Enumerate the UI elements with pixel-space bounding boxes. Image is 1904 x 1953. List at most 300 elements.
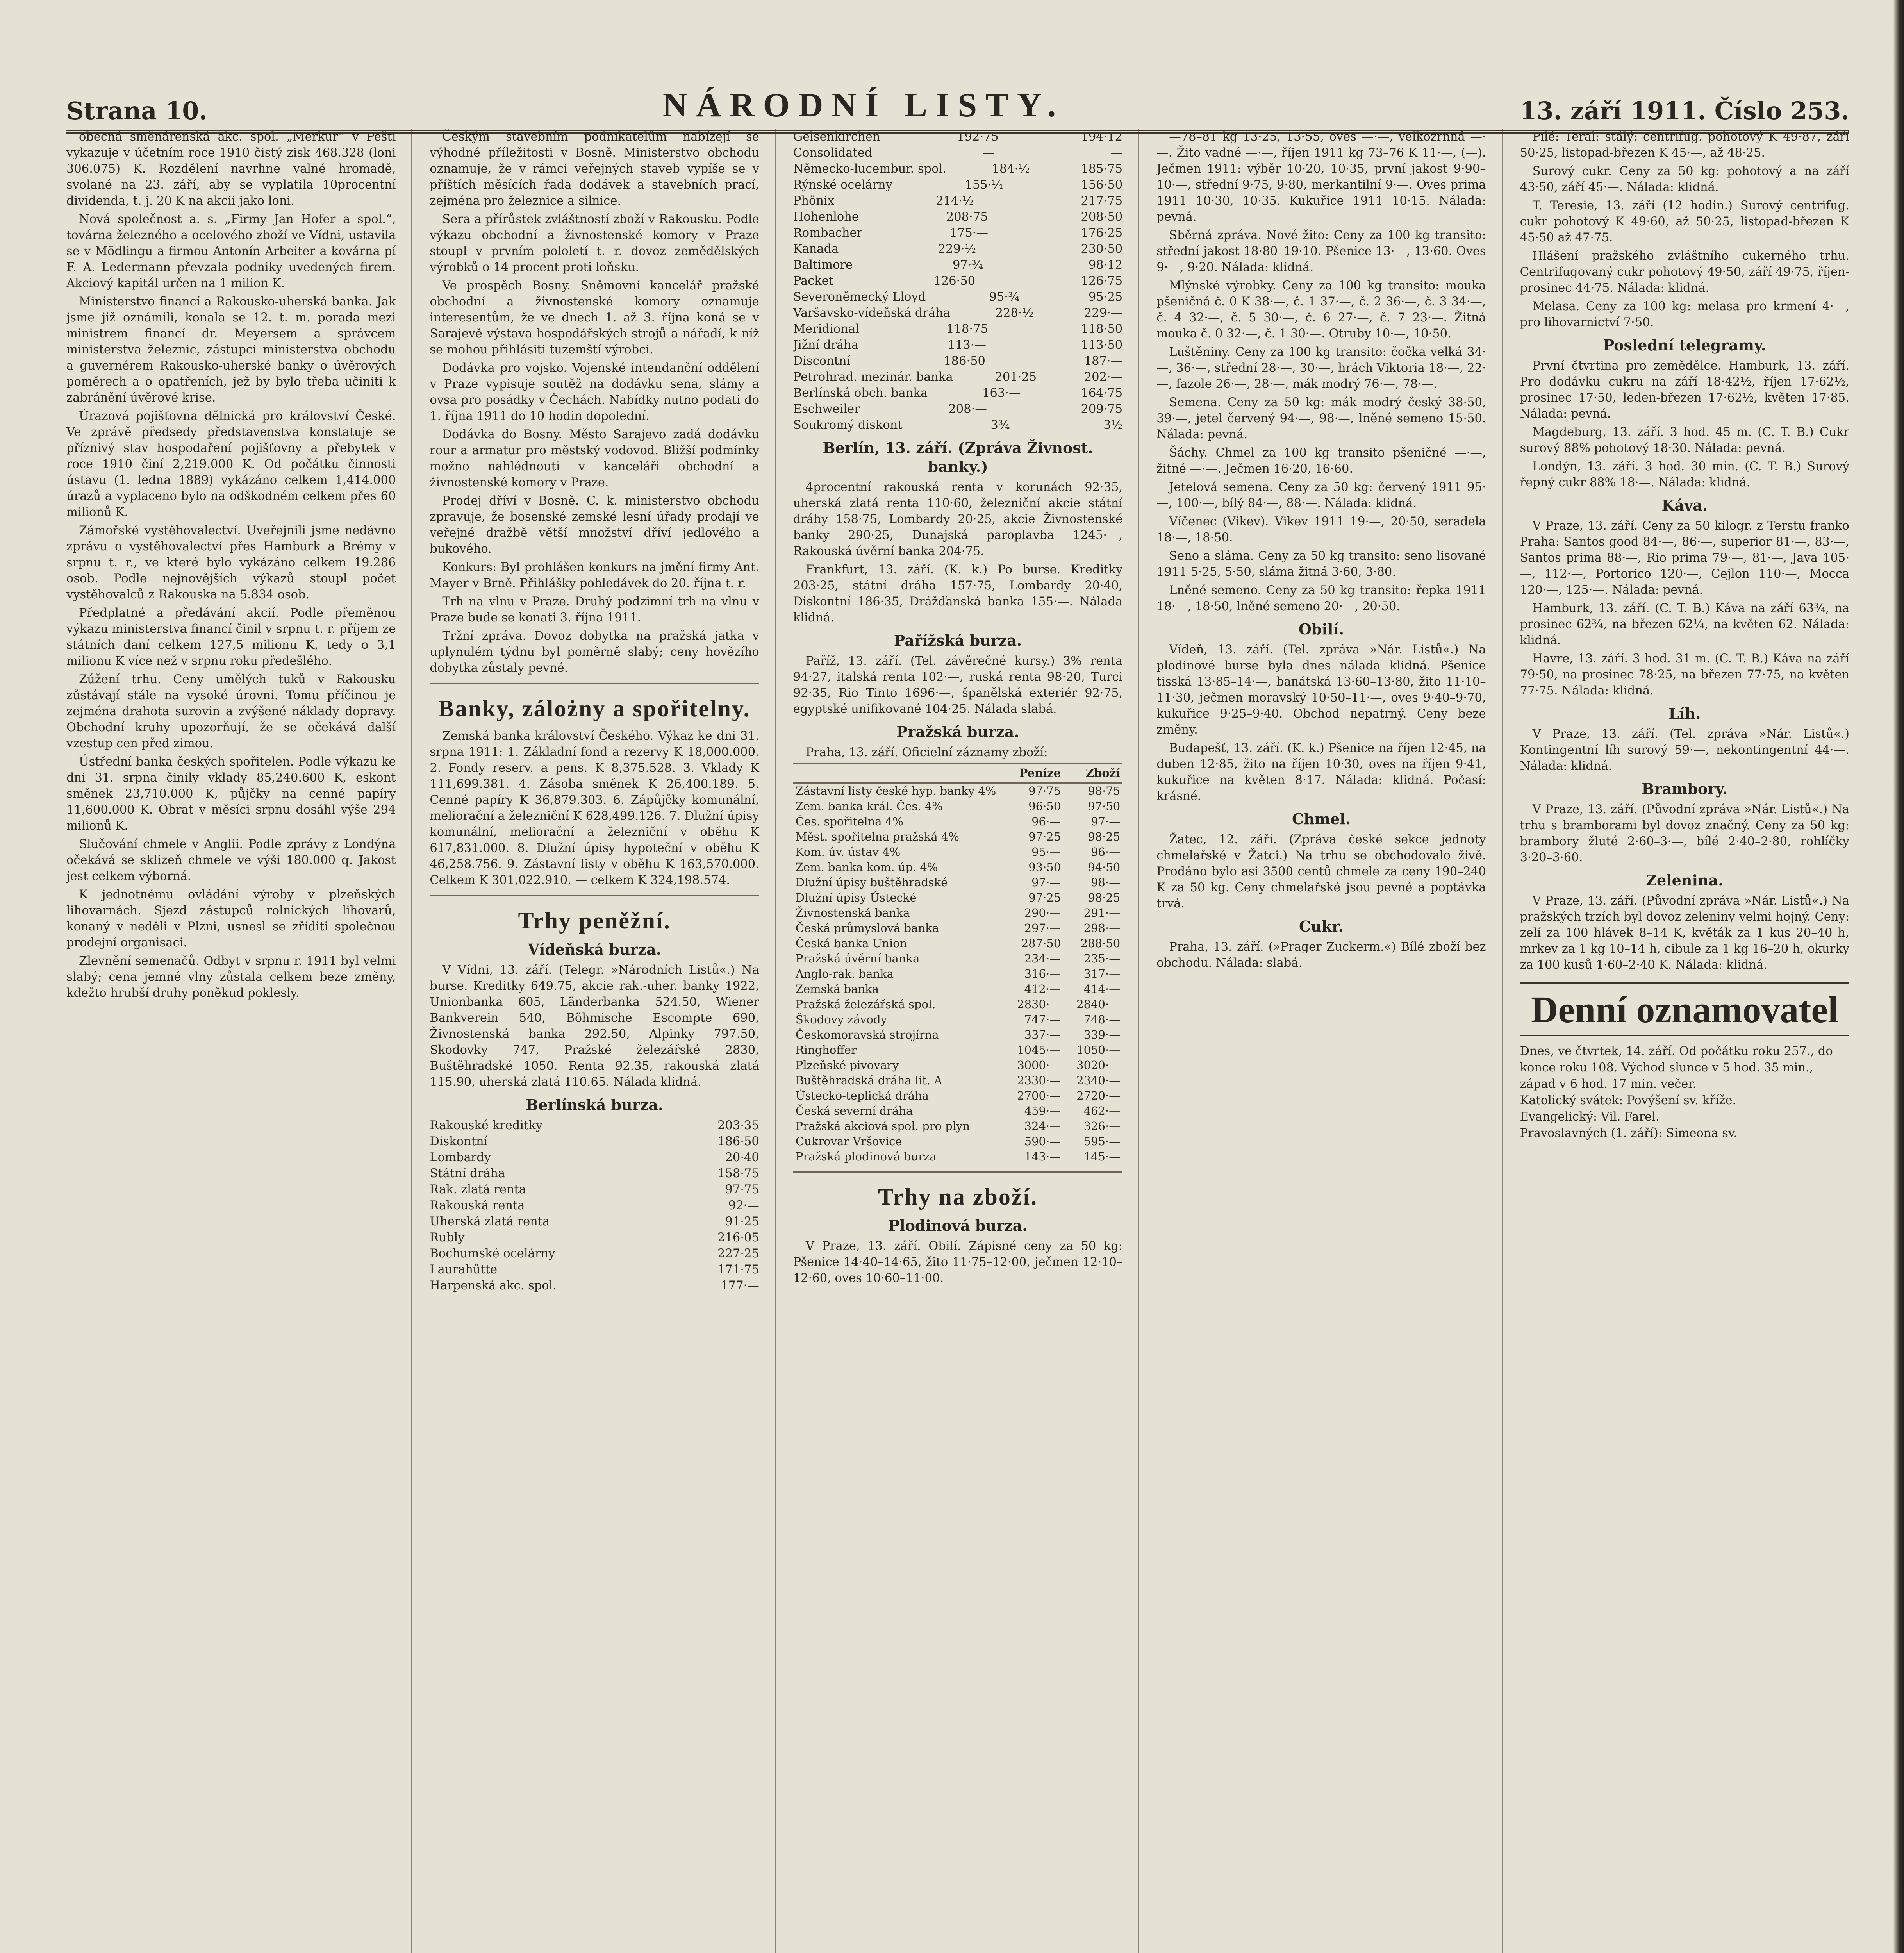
quote-value: 92·— <box>728 1199 759 1212</box>
quote-row <box>793 305 1122 321</box>
quote-value: 3¾ <box>990 418 1010 432</box>
column-2 <box>430 129 776 1953</box>
table-row <box>793 905 1122 921</box>
quote-row <box>430 1198 759 1214</box>
quote-row <box>430 1230 759 1246</box>
price-cell: 98·25 <box>1088 891 1121 904</box>
quote-name: Německo-lucembur. spol. <box>793 162 946 176</box>
quote-value: 171·75 <box>717 1263 759 1276</box>
paris-report: Paříž, 13. září. (Tel. závěrečné kursy.) 3% renta 94·27, italská renta 102·—, ruská renta 98·20, Turci 92·35, Rio Tinto 1696·—, španělská exteriér 92·75, egyptské unifikované 104·25. Nálada slabá. <box>793 654 1123 716</box>
article-paragraph: Jetelová semena. Ceny za 50 kg: červený 1911 95·—, 100·—, bílý 84·—, 88·—. Nálada: klidná. <box>1156 480 1486 510</box>
article-paragraph: Ve prospěch Bosny. Sněmovní kancelář pražské obchodní a živnostenské komory oznamuje interesentům, že ve dnech 1. až 3. října koná se v Sarajevě výstava hospodářských strojů a nářadí, k níž se mohou přihlásiti tuzemští výrobci. <box>430 279 759 357</box>
grain-exchange-report: V Praze, 13. září. Obilí. Zápisné ceny za 50 kg: Pšenice 14·40–14·65, žito 11·75–12·00, ječmen 12·10–12·60, oves 10·60–11·00. <box>793 1239 1123 1285</box>
security-name: Pražská plodinová burza <box>795 1150 937 1163</box>
quote-row <box>793 273 1122 289</box>
security-name: Živnostenská banka <box>795 906 910 919</box>
quote-value: 113·50 <box>1081 338 1123 352</box>
grain-report: Vídeň, 13. září. (Tel. zpráva »Nár. Listů«.) Na plodinové burse byla dnes nálada klidná. Pšenice tisská 13·85–14·—, banátská 13·60–13·80, žito 11·10–11·30, ječmen moravský 10·50–11·—, oves 9·40–9·70, kukuřice 9·25–9·40. Obchod nepatrný. Ceny beze změny. <box>1156 643 1486 737</box>
quote-value: 184·½ <box>992 162 1030 176</box>
price-cell: 2330·— <box>1017 1074 1061 1087</box>
security-name: Měst. spořitelna pražská 4% <box>795 830 959 843</box>
quote-name: Soukromý diskont <box>793 418 903 432</box>
table-row <box>793 875 1122 890</box>
security-name: Ringhoffer <box>795 1043 857 1057</box>
article-paragraph: Zámořské vystěhovalectví. Uveřejnili jsme nedávno zprávu o vystěhovalectví přes Hamburk a Brémy v srpnu t. r., ve které bylo vykázáno celkem 19.286 osob. Podle nejnovějších výkazů stoupl počet vystěhovalců z Rakouska na 5.834 osob. <box>66 524 396 602</box>
article-paragraph: Konkurs: Byl prohlášen konkurs na jmění firmy Ant. Mayer v Brně. Přihlášky pohledávek do 20. října t. r. <box>430 561 759 590</box>
quote-value: 158·75 <box>717 1167 759 1180</box>
quote-row <box>793 193 1122 209</box>
quote-value: 118·75 <box>946 322 988 336</box>
article-paragraph: Sběrná zpráva. Nové žito: Ceny za 100 kg transito: střední jakost 18·80–19·10. Pšenice 13·—, 13·60. Oves 9·—, 9·20. Nálada: klidná. <box>1156 229 1486 274</box>
article-paragraph: Ústřední banka českých spořitelen. Podle výkazu ke dni 31. srpna činily vklady 85,240.600 K, eskont směnek 23,710.000 K, půjčky na cenné papíry 11,600.000 K. Obrat v měsíci srpnu dosáhl výše 294 milionů K. <box>66 755 396 833</box>
table-row <box>793 997 1122 1012</box>
columns <box>66 129 1849 1953</box>
quote-row <box>430 1182 759 1198</box>
quote-row <box>430 1278 759 1294</box>
quote-row <box>430 1150 759 1166</box>
price-cell: 143·— <box>1024 1150 1061 1163</box>
column-4-articles <box>1156 129 1486 614</box>
date-issue: 13. září 1911. Číslo 253. <box>1520 96 1849 125</box>
notice-line: Dnes, ve čtvrtek, 14. září. Od počátku roku 257., do konce roku 108. Východ slunce v 5 hod. 35 min., západ v 6 hod. 17 min. večer. <box>1520 1044 1833 1091</box>
table-row <box>793 982 1122 997</box>
quote-row <box>793 161 1122 177</box>
quote-value: 202·— <box>1084 370 1123 384</box>
table-header-row <box>793 764 1122 783</box>
quote-value: 126·50 <box>933 274 976 288</box>
price-cell: 290·— <box>1024 906 1061 919</box>
quote-row <box>430 1166 759 1182</box>
havre-coffee-report: Havre, 13. září. 3 hod. 31 m. (C. T. B.) Káva na září 79·50, na prosinec 78·25, na březen 77·75, na květen 77·75. Nálada: klidná. <box>1520 652 1850 698</box>
table-row <box>793 966 1122 982</box>
spirits-report: V Praze, 13. září. (Tel. zpráva »Nár. Listů«.) Kontingentní líh surový 59·—, nekontingentní 44·—. Nálada: klidná. <box>1520 727 1850 773</box>
price-cell: 316·— <box>1024 967 1061 980</box>
vegetables-title: Zelenina. <box>1646 871 1724 889</box>
money-markets-title: Trhy peněžní. <box>518 908 671 934</box>
article-paragraph: Dodávka do Bosny. Město Sarajevo zadá dodávku rour a armatur pro městský vodovod. Bližší podmínky možno nahlédnouti v kanceláři obchodní a živnostenské komory v Praze. <box>430 428 759 489</box>
quote-name: Diskontní <box>430 1135 488 1148</box>
table-row <box>793 1119 1122 1134</box>
price-cell: 326·— <box>1083 1119 1121 1133</box>
security-name: Pražská akciová spol. pro plyn <box>795 1119 970 1133</box>
quote-row <box>430 1118 759 1134</box>
quote-value: 126·75 <box>1081 274 1123 288</box>
quote-value: 208·75 <box>946 210 988 224</box>
column-header: Peníze <box>1004 764 1063 783</box>
table-row <box>793 844 1122 860</box>
quote-value: 208·50 <box>1081 210 1123 224</box>
quote-value: 229·— <box>1084 306 1123 320</box>
quote-row <box>793 353 1122 369</box>
budapest-report: Budapešť, 13. září. (K. k.) Pšenice na říjen 12·45, na duben 12·85, žito na říjen 10·30, oves na říjen 9·41, kukuřice na květen 8·17. Nálada: klidná. Počasí: krásné. <box>1156 741 1486 803</box>
security-name: Česká severní dráha <box>795 1104 913 1118</box>
quote-name: Bochumské ocelárny <box>430 1247 555 1260</box>
price-cell: 590·— <box>1024 1135 1061 1148</box>
quote-value: 186·50 <box>717 1135 759 1148</box>
article-paragraph: Semena. Ceny za 50 kg: mák modrý český 38·50, 39·—, jetel červený 94·—, 98·—, lněné semeno 15·50. Nálada: pevná. <box>1156 396 1486 441</box>
price-cell: 3020·— <box>1076 1059 1121 1072</box>
quote-value: 97·¾ <box>952 258 983 272</box>
security-name: Česká banka Union <box>795 937 907 950</box>
quote-row <box>793 177 1122 193</box>
hamburg-coffee-report: Hamburk, 13. září. (C. T. B.) Káva na září 63¾, na prosinec 62¾, na březen 62¼, na květen 62. Nálada: klidná. <box>1520 602 1850 647</box>
quote-value: 113·— <box>948 338 986 352</box>
article-paragraph: Zlevnění semenačů. Odbyt v srpnu r. 1911 byl velmi slabý; cena jemné vlny zůstala celkem beze změny, kdežto hrubší druhy poněkud poklesly. <box>66 954 396 1000</box>
daily-notices-title: Denní oznamovatel <box>1520 982 1849 1036</box>
price-cell: 98·25 <box>1088 830 1121 843</box>
price-cell: 748·— <box>1083 1013 1121 1026</box>
article-paragraph: Sera a přírůstek zvláštností zboží v Rakousku. Podle výkazu obchodní a živnostenské komory v Praze stoupl v prvním pololetí t. r. dovoz zemědělských výrobků o 14 procent proti loňsku. <box>430 212 759 274</box>
quote-name: Baltimore <box>793 258 853 272</box>
quote-value: 95·25 <box>1088 290 1123 304</box>
security-name: Cukrovar Vršovice <box>795 1135 902 1148</box>
article-paragraph: Prodej dříví v Bosně. C. k. ministerstvo obchodu zpravuje, že bosenské zemské lesní úřady prodají ve veřejné dražbě větší množství dříví jedlového a bukového. <box>430 494 759 556</box>
potatoes-report: V Praze, 13. září. (Původní zpráva »Nár. Listů«.) Na trhu s bramborami byl dovoz značný. Ceny za 50 kg: brambory žluté 2·60–3·—, bílé 2·40–2·80, rohlíčky 3·20–3·60. <box>1520 803 1850 864</box>
quote-name: Meridional <box>793 322 859 336</box>
quote-name: Consolidated <box>793 146 873 160</box>
vienna-exchange-report: V Vídni, 13. září. (Telegr. »Národních Listů«.) Na burse. Kreditky 649.75, akcie rak.-uher. banky 1922, Unionbanka 605, Länderbanka 524.50, Wiener Bankverein 540, Böhmische Escompte 690, Živnostenská banka 292.50, Alpinky 797.50, Skodovky 747, Pražské železářské 2830, Buštěhradské 1050. Renta 92.35, rakouská zlatá 115.90, uherská zlatá 110.65. Nálada klidná. <box>430 963 759 1089</box>
quote-value: 208·— <box>948 402 987 416</box>
article-paragraph: Víčenec (Vikev). Vikev 1911 19·—, 20·50, seradela 18·—, 18·50. <box>1156 515 1486 544</box>
quote-row <box>430 1214 759 1230</box>
notice-line: Katolický svátek: Povýšení sv. kříže. <box>1520 1094 1736 1107</box>
table-row <box>793 1012 1122 1027</box>
quote-value: 20·40 <box>725 1151 759 1164</box>
column-1 <box>66 129 412 1953</box>
vienna-exchange-title: Vídeňská burza. <box>528 941 661 958</box>
price-cell: 1045·— <box>1017 1043 1061 1057</box>
article-paragraph: Úrazová pojišťovna dělnická pro království České. Ve zprávě předsedy představenstva konstatuje se příznivý stav hospodaření pojišťovny a přebytek v roce 1910 činí 2,219.000 K. Od počátku činnosti ústavu (1. ledna 1889) vykázáno celkem 1,414.000 úrazů a vyplaceno bylo na odškodném celkem přes 60 milionů K. <box>66 409 396 519</box>
price-cell: 287·50 <box>1021 937 1061 950</box>
grain-title: Obilí. <box>1298 620 1344 638</box>
quote-value: 192·75 <box>957 130 999 144</box>
quote-value: 164·75 <box>1081 386 1123 400</box>
article-paragraph: Melasa. Ceny za 100 kg: melasa pro krmení 4·—, pro lihovarnictví 7·50. <box>1520 300 1850 329</box>
column-5-articles <box>1520 129 1849 330</box>
berlin-exchange-title: Berlínská burza. <box>526 1096 664 1114</box>
quote-name: Phönix <box>793 194 834 208</box>
notice-line: Evangelický: Vil. Farel. <box>1520 1110 1660 1124</box>
masthead: NÁRODNÍ LISTY. <box>662 86 1065 124</box>
prague-report-head: Praha, 13. září. Oficielní záznamy zboží: <box>805 746 1048 759</box>
quote-value: 214·½ <box>935 194 974 208</box>
quote-value: 187·— <box>1084 354 1123 368</box>
article-paragraph: Seno a sláma. Ceny za 50 kg transito: seno lisované 1911 5·25, 5·50, sláma žitná 3·60, 3·80. <box>1156 549 1486 579</box>
price-cell: 2340·— <box>1076 1074 1121 1087</box>
quote-name: Laurahütte <box>430 1263 498 1276</box>
quote-value: — <box>983 146 995 160</box>
quote-value: 3½ <box>1103 418 1123 432</box>
sugar-report: Praha, 13. září. (»Prager Zuckerm.«) Bílé zboží bez obchodu. Nálada: slabá. <box>1156 940 1486 970</box>
article-paragraph: Luštěniny. Ceny za 100 kg transito: čočka velká 34·—, 36·—, střední 28·—, 30·—, hrách Viktoria 18·—, 22·—, fazole 26·—, 28·—, mák modrý 76·—, 78·—. <box>1156 345 1486 391</box>
security-name: Buštěhradská dráha lit. A <box>795 1074 942 1087</box>
table-row <box>793 890 1122 905</box>
table-row <box>793 1027 1122 1043</box>
quote-value: 155·¼ <box>965 178 1003 192</box>
column-3 <box>793 129 1139 1953</box>
article-paragraph: Slučování chmele v Anglii. Podle zprávy z Londýna očekává se sklizeň chmele ve výši 180.000 q. Jakost jest celkem výborná. <box>66 837 396 883</box>
article-paragraph: Pilé: Teral: stálý: centrifug. pohotový K 49·87, září 50·25, listopad-březen K 45·—, až 48·25. <box>1520 130 1850 160</box>
security-name: Zástavní listy české hyp. banky 4% <box>795 784 996 798</box>
quote-row <box>793 337 1122 353</box>
stock-quotes-list <box>793 129 1122 433</box>
page-number: Strana 10. <box>66 96 207 125</box>
quote-value: 176·25 <box>1081 226 1123 240</box>
quote-value: 163·— <box>982 386 1021 400</box>
column-4 <box>1156 129 1503 1953</box>
price-cell: 145·— <box>1083 1150 1121 1163</box>
price-cell: 96·50 <box>1028 800 1061 813</box>
column-header <box>793 764 1004 783</box>
quote-value: 118·50 <box>1081 322 1123 336</box>
quote-row <box>793 417 1122 433</box>
quote-name: Harpenská akc. spol. <box>430 1279 557 1292</box>
article-paragraph: Trh na vlnu v Praze. Druhý podzimní trh na vlnu v Praze bude se konati 3. října 1911. <box>430 595 759 625</box>
price-cell: 235·— <box>1083 952 1121 965</box>
divider <box>430 683 759 684</box>
table-row <box>793 799 1122 814</box>
berlin-report: 4procentní rakouská renta v korunách 92·35, uherská zlatá renta 110·60, železniční akcie státní dráhy 158·75, Lombardy 20·25, akcie Živnostenské banky 290·25, Dunajská paroplavba 1245·—, Rakouská úvěrní banka 204·75. <box>793 480 1123 558</box>
quote-value: 185·75 <box>1081 162 1123 176</box>
price-cell: 288·50 <box>1080 937 1121 950</box>
quote-row <box>793 225 1122 241</box>
column-2-articles <box>430 129 759 676</box>
price-cell: 337·— <box>1024 1028 1061 1041</box>
price-cell: 339·— <box>1083 1028 1121 1041</box>
grain-exchange-title: Plodinová burza. <box>888 1217 1028 1234</box>
security-name: Plzeňské pivovary <box>795 1059 899 1072</box>
quote-name: Rak. zlatá renta <box>430 1183 526 1196</box>
price-cell: 94·50 <box>1088 860 1121 874</box>
quote-name: Rombacher <box>793 226 863 240</box>
table-row <box>793 814 1122 829</box>
article-paragraph: Českým stavebním podnikatelům nabízejí se výhodné příležitosti v Bosně. Ministerstvo obchodu oznamuje, že v rámci veřejných staveb vypíše se v příštích měsících řada dodávek a stavebních prací, zejména pro železnice a silnice. <box>430 130 759 208</box>
security-name: Zem. banka kom. úp. 4% <box>795 860 938 874</box>
price-cell: 96·— <box>1091 845 1121 859</box>
table-row <box>793 921 1122 936</box>
hops-title: Chmel. <box>1292 810 1351 828</box>
magdeburg-report: Magdeburg, 13. září. 3 hod. 45 m. (C. T. B.) Cukr surový 88% pohotový 18·30. Nálada: pevná. <box>1520 425 1850 455</box>
quote-row <box>793 241 1122 257</box>
telegrams-title: Poslední telegramy. <box>1603 336 1767 354</box>
quote-value: 95·¾ <box>989 290 1020 304</box>
security-name: Dlužní úpisy Ústecké <box>795 891 917 904</box>
price-cell: 97·75 <box>1028 784 1061 798</box>
quote-row <box>793 369 1122 385</box>
price-cell: 291·— <box>1083 906 1121 919</box>
quote-value: 229·½ <box>938 242 976 256</box>
quote-name: Jižní dráha <box>793 338 859 352</box>
quote-name: Uherská zlatá renta <box>430 1215 550 1228</box>
security-name: Kom. úv. ústav 4% <box>795 845 901 859</box>
security-name: Anglo-rak. banka <box>795 967 894 980</box>
divider <box>430 895 759 896</box>
article-paragraph: Zúžení trhu. Ceny umělých tuků v Rakousku zůstávají stále na vysoké úrovni. Tomu příčinou je zejména drahota surovin a zvýšené náklady dopravy. Obchodní kruhy upozorňují, že se očekává další vzestup cen před zimou. <box>66 673 396 750</box>
price-cell: 412·— <box>1024 982 1061 996</box>
quote-value: 230·50 <box>1081 242 1123 256</box>
table-row <box>793 1043 1122 1058</box>
quote-row <box>430 1262 759 1278</box>
quote-value: 227·25 <box>717 1247 759 1260</box>
security-name: Českomoravská strojírna <box>795 1028 939 1041</box>
quote-value: 194·12 <box>1081 130 1123 144</box>
price-cell: 414·— <box>1083 982 1121 996</box>
quote-value: 203·35 <box>717 1119 759 1132</box>
table-row <box>793 1073 1122 1088</box>
quote-value: — <box>1110 146 1123 160</box>
table-row <box>793 951 1122 966</box>
article-paragraph: Nová společnost a. s. „Firmy Jan Hofer a spol.“, továrna železného a ocelového zboží ve Vídni, ustavila se v Mödlingu a firmou Antonín Arbeiter a kovárna pí F. A. Ledermann převzala podniky uvedených firem. Akciový kapitál určen na 1 milion K. <box>66 212 396 290</box>
column-5 <box>1520 129 1849 1953</box>
table-row <box>793 783 1122 799</box>
coffee-title: Káva. <box>1661 496 1708 514</box>
quote-value: 97·75 <box>725 1183 759 1196</box>
quote-row <box>793 209 1122 225</box>
quote-value: 175·— <box>949 226 989 240</box>
price-cell: 2720·— <box>1076 1089 1121 1102</box>
quote-value: 91·25 <box>725 1215 759 1228</box>
price-cell: 98·75 <box>1088 784 1121 798</box>
prague-quotes-table <box>793 763 1122 1164</box>
security-name: Škodovy závody <box>795 1013 887 1026</box>
security-name: Dlužní úpisy buštěhradské <box>795 876 948 889</box>
price-cell: 97·25 <box>1028 891 1061 904</box>
goods-markets-title: Trhy na zboží. <box>878 1184 1038 1210</box>
security-name: Čes. spořitelna 4% <box>795 815 903 828</box>
paris-exchange-title: Pařížská burza. <box>894 632 1022 649</box>
quote-value: 209·75 <box>1081 402 1123 416</box>
daily-notices <box>1520 1043 1849 1142</box>
quote-row <box>793 385 1122 401</box>
table-row <box>793 1088 1122 1103</box>
price-cell: 2700·— <box>1017 1089 1061 1102</box>
article-paragraph: Dodávka pro vojsko. Vojenské intendanční oddělení v Praze vypisuje soutěž na dodávku sena, slámy a ovsa pro posádky v Čechách. Nabídky nutno podati do 1. října 1911 do 10 hodin dopolední. <box>430 361 759 423</box>
table-row <box>793 1149 1122 1164</box>
quote-value: 228·½ <box>995 306 1034 320</box>
page-edge-shadow <box>1893 0 1904 1953</box>
price-cell: 297·— <box>1024 921 1061 935</box>
quote-value: 156·50 <box>1081 178 1123 192</box>
quote-name: Discontní <box>793 354 851 368</box>
table-row <box>793 860 1122 875</box>
security-name: Pražská železářská spol. <box>795 998 936 1011</box>
page-header <box>66 82 1849 134</box>
potatoes-title: Brambory. <box>1642 780 1728 798</box>
price-cell: 93·50 <box>1028 860 1061 874</box>
price-cell: 298·— <box>1083 921 1121 935</box>
security-name: Pražská úvěrní banka <box>795 952 920 965</box>
price-cell: 324·— <box>1024 1119 1061 1133</box>
telegram-report: První čtvrtina pro zemědělce. Hamburk, 13. září. Pro dodávku cukru na září 18·42½, říjen 17·62½, prosinec 17·50, leden-březen 17·62½, květen 17·85. Nálada: pevná. <box>1520 359 1850 421</box>
quote-name: Berlínská obch. banka <box>793 386 928 400</box>
article-paragraph: T. Teresie, 13. září (12 hodin.) Surový centrifug. cukr pohotový K 49·60, až 50·25, listopad-březen K 45·50 až 47·75. <box>1520 199 1850 245</box>
quote-name: Eschweiler <box>793 402 860 416</box>
price-cell: 459·— <box>1024 1104 1061 1118</box>
quote-row <box>793 321 1122 337</box>
london-report: Londýn, 13. září. 3 hod. 30 min. (C. T. B.) Surový řepný cukr 88% 18·—. Nálada: klidná. <box>1520 460 1850 489</box>
article-paragraph: Mlýnské výrobky. Ceny za 100 kg transito: mouka pšeničná č. 0 K 38·—, č. 1 37·—, č. 2 36·—, č. 3 34·—, č. 4 32·—, č. 5 30·—, č. 6 27·—, č. 7 23·—. Žitná mouka č. 0 32·—, č. 1 30·—. Otruby 10·—, 10·50. <box>1156 279 1486 341</box>
security-name: Zemská banka <box>795 982 879 996</box>
quote-name: Severoněmecký Lloyd <box>793 290 926 304</box>
price-cell: 95·— <box>1031 845 1061 859</box>
quote-row <box>793 257 1122 273</box>
divider <box>793 1171 1122 1173</box>
article-paragraph: —78–81 kg 13·25, 13·55, oves —·—, velkozrnná —·—. Žito vadné —·—, říjen 1911 kg 73–76 K 11·—, (—). Ječmen 1911: výběr 10·20, 10·35, první jakost 9·90–10·—, střední 9·75, 9·80, merkantilní 9·—. Oves prima 1911 10·30, 10·35. Kukuřice 1911 10·15. Nálada: pevná. <box>1156 130 1486 224</box>
notice-line: Pravoslavných (1. září): Simeona sv. <box>1520 1126 1738 1140</box>
quote-name: Rýnské ocelárny <box>793 178 892 192</box>
article-paragraph: Tržní zpráva. Dovoz dobytka na pražská jatka v uplynulém týdnu byl poměrně slabý; ceny hovězího dobytka zůstaly pevné. <box>430 629 759 675</box>
column-header: Zboží <box>1063 764 1122 783</box>
quote-value: 177·— <box>721 1279 759 1292</box>
article-paragraph: Surový cukr. Ceny za 50 kg: pohotový a na září 43·50, září 45·—. Nálada: klidná. <box>1520 164 1850 194</box>
price-cell: 96·— <box>1031 815 1061 828</box>
quote-value: 217·75 <box>1081 194 1123 208</box>
quote-row <box>793 145 1122 161</box>
quote-name: Kanada <box>793 242 839 256</box>
security-name: Zem. banka král. Čes. 4% <box>795 800 943 813</box>
quote-row <box>430 1134 759 1150</box>
price-cell: 747·— <box>1024 1013 1061 1026</box>
quote-value: 201·25 <box>995 370 1037 384</box>
article-paragraph: K jednotnému ovládání výroby v plzeňských lihovarnách. Sjezd zástupců rolnických lihovarů, konaný v neděli v Plzni, usnesl se zříditi společnou prodejní organisaci. <box>66 888 396 950</box>
price-cell: 97·— <box>1091 815 1121 828</box>
coffee-report: V Praze, 13. září. Ceny za 50 kilogr. z Terstu franko Praha: Santos good 84·—, 86·—, superior 81·—, 83·—, Santos prima 88·—, Rio prima 79·—, 81·—, Java 105·—, 112·—, Portorico 120·—, Cejlon 110·—, Mocca 120·—, 125·—. Nálada: pevná. <box>1520 519 1850 597</box>
price-cell: 1050·— <box>1076 1043 1121 1057</box>
vegetables-report: V Praze, 13. září. (Původní zpráva »Nár. Listů«.) Na pražských trzích byl dovoz zeleniny velmi hojný. Ceny: zelí za 100 hlávek 8–14 K, květák za 1 kus 20–40 h, mrkev za 1 kg 10–14 h, cibule za 1 kg 16–20 h, okurky za 100 kusů 1·60–2·40 K. Nálada: klidná. <box>1520 894 1850 972</box>
sugar-title: Cukr. <box>1299 918 1344 935</box>
article-paragraph: Předplatné a předávání akcií. Podle přeměnou výkazu ministerstva financí činil v srpnu t. r. příjem ze státních daní celkem 127,5 milionu K, tedy o 3,1 milionu K více než v srpnu roku předešlého. <box>66 606 396 668</box>
table-row <box>793 829 1122 844</box>
quote-name: Rubly <box>430 1231 465 1244</box>
price-cell: 317·— <box>1083 967 1121 980</box>
quote-name: Gelsenkirchen <box>793 130 880 144</box>
bank-report: Zemská banka království Českého. Výkaz ke dni 31. srpna 1911: 1. Základní fond a rezervy K 18,000.000. 2. Fondy reserv. a pens. K 8,375.528. 3. Vklady K 111,699.381. 4. Zásoba směnek K 26,400.189. 5. Cenné papíry K 36,879.303. 6. Zápůjčky komunální, meliorační a železniční K 628,499.126. 7. Dlužní úpisy komunální, meliorační a železniční v oběhu K 617,831.000. 8. Dlužní úpisy hypoteční v oběhu K 46,258.756. 9. Zástavní listy v oběhu K 163,570.000. Celkem K 301,022.910. — celkem K 324,198.574. <box>430 729 759 887</box>
quote-name: Lombardy <box>430 1151 491 1164</box>
berlin-quotes <box>430 1118 759 1294</box>
quote-name: Hohenlohe <box>793 210 859 224</box>
article-paragraph: Lněné semeno. Ceny za 50 kg transito: řepka 1911 18·—, 18·50, lněné semeno 20·—, 20·50. <box>1156 584 1486 613</box>
quote-name: Petrohrad. mezinár. banka <box>793 370 953 384</box>
table-row <box>793 1058 1122 1073</box>
price-cell: 98·— <box>1091 876 1121 889</box>
quote-row <box>430 1246 759 1262</box>
price-cell: 97·50 <box>1088 800 1121 813</box>
price-cell: 462·— <box>1083 1104 1121 1118</box>
table-row <box>793 1134 1122 1149</box>
article-paragraph: Šáchy. Chmel za 100 kg transito pšeničné —·—, žitné —·—. Ječmen 16·20, 16·60. <box>1156 446 1486 476</box>
quote-name: Rakouská renta <box>430 1199 525 1212</box>
article-paragraph: Hlášení pražského zvláštního cukerného trhu. Centrifugovaný cukr pohotový 49·50, září 49·75, říjen-prosinec 44·75. Nálada: klidná. <box>1520 249 1850 295</box>
quote-row <box>793 401 1122 417</box>
berlin-report-head: Berlín, 13. září. (Zpráva Živnost. banky.) <box>823 439 1093 475</box>
quote-name: Varšavsko-vídeňská dráha <box>793 306 951 320</box>
quote-value: 186·50 <box>944 354 985 368</box>
article-paragraph: Ministerstvo financí a Rakousko-uherská banka. Jak jsme již oznámili, konala se 12. t. m. porada mezi ministrem financí dr. Meyersem a správcem ministerstva železnic, zástupci ministerstva obchodu a guvernérem Rakousko-uherské banky o úvěrových poměrech a o opatřeních, jež by bylo třeba učiniti k zabránění úvěrové krise. <box>66 295 396 405</box>
security-name: Ústecko-teplická dráha <box>795 1089 929 1102</box>
quote-row <box>793 289 1122 305</box>
quote-name: Packet <box>793 274 834 288</box>
frankfurt-report: Frankfurt, 13. září. (K. k.) Po burse. Kreditky 203·25, státní dráha 157·75, Lombardy 20·40, Diskontní 186·35, Drážďanská banka 155·—. Nálada klidná. <box>793 563 1123 625</box>
price-cell: 595·— <box>1083 1135 1121 1148</box>
hops-report: Žatec, 12. září. (Zpráva české sekce jednoty chmelařské v Žatci.) Na trhu se obchodovalo živě. Prodáno bylo asi 3500 centů chmele za ceny 190–240 K za 50 kg. Ceny chmelařské jsou pevné a poptávka trvá. <box>1156 833 1486 910</box>
price-cell: 3000·— <box>1017 1059 1061 1072</box>
price-cell: 234·— <box>1024 952 1061 965</box>
price-cell: 97·25 <box>1028 830 1061 843</box>
price-cell: 2830·— <box>1017 998 1061 1011</box>
price-cell: 2840·— <box>1076 998 1121 1011</box>
quote-name: Rakouské kreditky <box>430 1119 542 1132</box>
price-cell: 97·— <box>1031 876 1061 889</box>
